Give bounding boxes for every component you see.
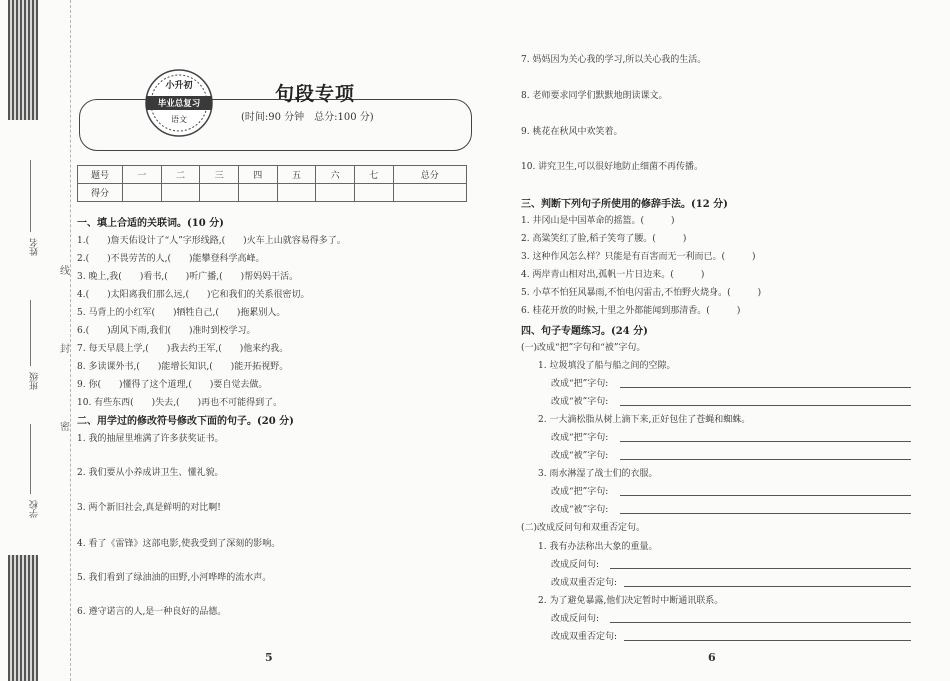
class-fill-line	[30, 300, 31, 366]
answer-line[interactable]	[620, 404, 911, 406]
sec2-item: 9. 桃花在秋风中欢笑着。	[521, 127, 623, 137]
sec1-item: 1.( )詹天佑设计了“人”字形线路,( )火车上山就容易得多了。	[77, 236, 346, 246]
sub1-item: 3. 雨水淋湿了战士们的衣服。	[538, 469, 658, 479]
score-column-header: 四	[238, 166, 277, 184]
score-column-header: 总分	[393, 166, 466, 184]
cut-mark-seal: 封	[60, 344, 70, 355]
cut-mark-secret: 密	[60, 422, 70, 433]
score-cell[interactable]	[200, 184, 239, 202]
sec1-item: 6.( )刮风下雨,我们( )准时到校学习。	[77, 326, 256, 336]
ba-label: 改成“把”字句:	[551, 487, 609, 497]
sub1-item: 1. 垃圾填没了船与船之间的空隙。	[538, 361, 676, 371]
score-cell[interactable]	[393, 184, 466, 202]
section-2-heading: 二、用学过的修改符号修改下面的句子。(20 分)	[77, 416, 294, 427]
sec1-item: 5. 马背上的小红军( )牺牲自己,( )拖累别人。	[77, 308, 286, 318]
sec3-item: 4. 两岸青山相对出,孤帆一片日边来。( )	[521, 270, 705, 280]
badge-bottom-text: 语文	[171, 115, 187, 124]
score-table-score-row	[78, 184, 467, 202]
sec3-item: 5. 小草不怕狂风暴雨,不怕电闪雷击,不怕野火烧身。( )	[521, 288, 762, 298]
bei-label: 改成“被”字句:	[551, 397, 609, 407]
bei-label: 改成“被”字句:	[551, 505, 609, 515]
bei-label: 改成“被”字句:	[551, 451, 609, 461]
page-subtitle: (时间:90 分钟 总分:100 分)	[241, 112, 374, 123]
score-row-label: 题号	[78, 166, 123, 184]
double-negative-label: 改成双重否定句:	[551, 632, 618, 642]
score-column-header: 五	[277, 166, 316, 184]
sec2-item: 7. 妈妈因为关心我的学习,所以关心我的生活。	[521, 55, 707, 65]
score-cell[interactable]	[161, 184, 200, 202]
sec2-item: 2. 我们要从小养成讲卫生、懂礼貌。	[77, 468, 224, 478]
sec2-item: 1. 我的抽屉里堆满了许多获奖证书。	[77, 434, 224, 444]
badge-top-text: 小升初	[165, 81, 193, 91]
score-row-label: 得分	[78, 184, 123, 202]
name-fill-line	[30, 160, 31, 232]
score-cell[interactable]	[354, 184, 393, 202]
sub2-item: 2. 为了避免暴露,他们决定暂时中断通讯联系。	[538, 596, 724, 606]
barcode-strip-top	[8, 0, 38, 120]
sec3-item: 6. 桂花开放的时候,十里之外都能闻到那清香。( )	[521, 306, 741, 316]
sec1-item: 9. 你( )懂得了这个道理,( )要自觉去做。	[77, 380, 268, 390]
answer-line[interactable]	[610, 567, 911, 569]
ba-label: 改成“把”字句:	[551, 433, 609, 443]
rhetorical-label: 改成反问句:	[551, 560, 600, 570]
sec2-item: 10. 讲究卫生,可以很好地防止细菌不再传播。	[521, 162, 704, 172]
sec2-item: 5. 我们看到了绿油油的田野,小河哗哗的流水声。	[77, 573, 272, 583]
score-column-header: 七	[354, 166, 393, 184]
answer-line[interactable]	[620, 386, 911, 388]
score-column-header: 六	[316, 166, 355, 184]
page-title: 句段专项	[275, 83, 356, 105]
sec2-item: 8. 老师要求同学们默默地朗读课文。	[521, 91, 668, 101]
badge-middle-text: 毕业总复习	[157, 99, 201, 109]
score-cell[interactable]	[316, 184, 355, 202]
sec1-item: 4.( )太阳离我们那么远,( )它和我们的关系很密切。	[77, 290, 310, 300]
page-number-left: 5	[265, 651, 273, 664]
section-4-heading: 四、句子专题练习。(24 分)	[521, 326, 648, 337]
ba-label: 改成“把”字句:	[551, 379, 609, 389]
page-number-right: 6	[708, 651, 716, 664]
answer-line[interactable]	[620, 440, 911, 442]
school-fill-line	[30, 424, 31, 494]
sub1-heading: (一)改成“把”字句和“被”字句。	[521, 343, 646, 353]
title-banner	[79, 99, 472, 151]
sec1-item: 7. 每天早晨上学,( )我去约王军,( )他来约我。	[77, 344, 289, 354]
score-column-header: 三	[200, 166, 239, 184]
sec2-item: 6. 遵守诺言的人,是一种良好的品德。	[77, 607, 227, 617]
sec3-item: 1. 井冈山是中国革命的摇篮。( )	[521, 216, 675, 226]
answer-line[interactable]	[620, 512, 911, 514]
barcode-strip-bottom	[8, 555, 38, 681]
score-table-header-row	[78, 166, 467, 184]
sec2-item: 3. 两个新旧社会,真是鲜明的对比啊!	[77, 503, 221, 513]
answer-line[interactable]	[624, 585, 911, 587]
score-cell[interactable]	[238, 184, 277, 202]
binding-dashed-line	[70, 0, 71, 681]
rhetorical-label: 改成反问句:	[551, 614, 600, 624]
score-column-header: 一	[123, 166, 162, 184]
class-label: 班级	[30, 372, 40, 390]
answer-line[interactable]	[624, 639, 911, 641]
score-table	[77, 165, 467, 202]
score-column-header: 二	[161, 166, 200, 184]
sec2-item: 4. 看了《雷锋》这部电影,使我受到了深刻的影响。	[77, 539, 281, 549]
sec3-item: 3. 这种作风怎么样？只能是有百害而无一利而已。( )	[521, 252, 756, 262]
answer-line[interactable]	[620, 458, 911, 460]
score-cell[interactable]	[123, 184, 162, 202]
section-3-heading: 三、判断下列句子所使用的修辞手法。(12 分)	[521, 199, 728, 210]
sub2-heading: (二)改成反问句和双重否定句。	[521, 523, 646, 533]
sec3-item: 2. 高粱笑红了脸,稻子笑弯了腰。( )	[521, 234, 687, 244]
sec1-item: 8. 多读课外书,( )能增长知识,( )能开拓视野。	[77, 362, 289, 372]
name-label: 姓名	[30, 238, 40, 256]
sec1-item: 3. 晚上,我( )看书,( )听广播,( )帮妈妈干活。	[77, 272, 299, 282]
answer-line[interactable]	[610, 621, 911, 623]
cut-mark-line: 线	[60, 266, 70, 277]
sub2-item: 1. 我有办法称出大象的重量。	[538, 542, 658, 552]
school-label: 学校	[30, 500, 40, 518]
double-negative-label: 改成双重否定句:	[551, 578, 618, 588]
sub1-item: 2. 一大滴松脂从树上滴下来,正好包住了苍蝇和蜘蛛。	[538, 415, 751, 425]
sec1-item: 10. 有些东西( )失去,( )再也不可能得到了。	[77, 398, 283, 408]
review-badge-icon	[140, 68, 218, 138]
score-cell[interactable]	[277, 184, 316, 202]
sec1-item: 2.( )不畏劳苦的人,( )能攀登科学高峰。	[77, 254, 265, 264]
section-1-heading: 一、填上合适的关联词。(10 分)	[77, 218, 224, 229]
answer-line[interactable]	[620, 494, 911, 496]
